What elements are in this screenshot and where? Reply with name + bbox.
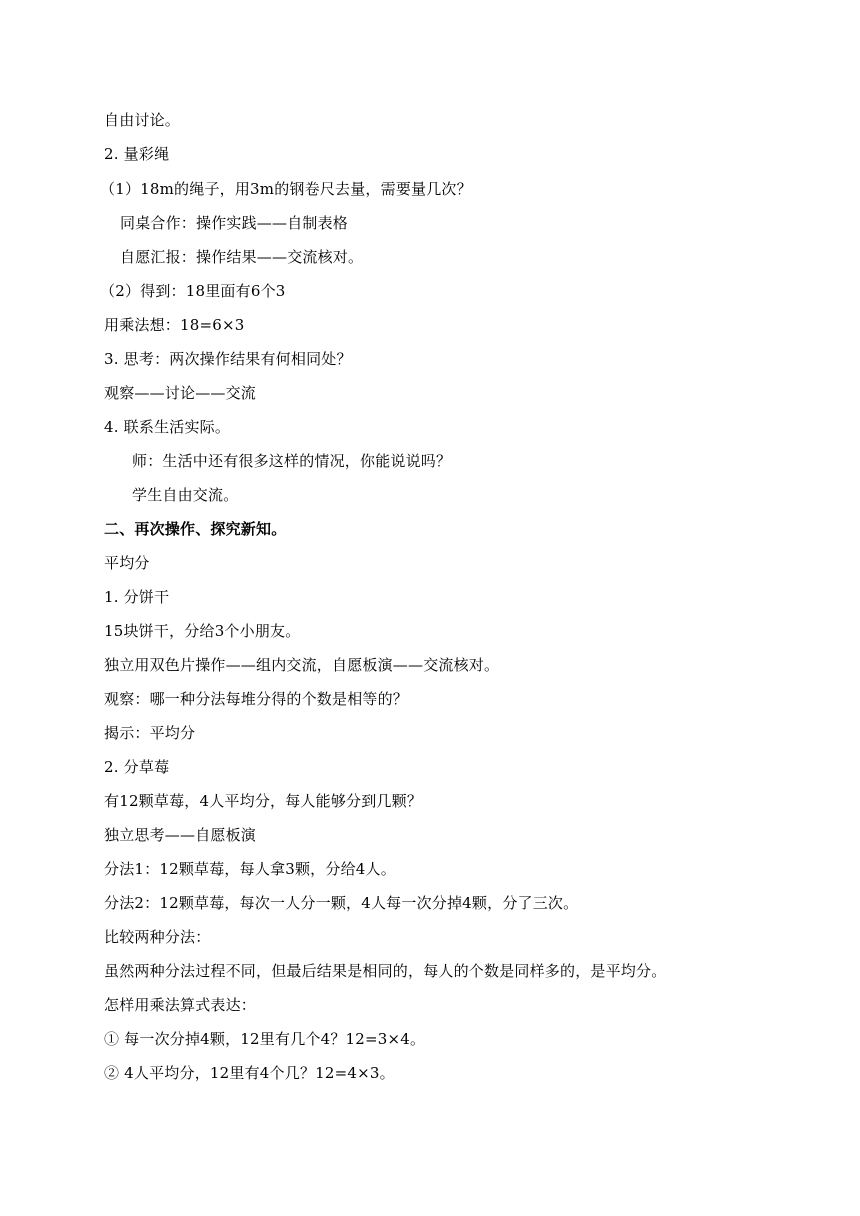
paragraph-observe: 观察——讨论——交流 [104, 384, 257, 402]
paragraph-conclusion: 虽然两种分法过程不同，但最后结果是相同的，每人的个数是同样多的，是平均分。 [104, 962, 667, 980]
section-heading-2: 二、再次操作、探究新知。 [104, 520, 287, 538]
paragraph-result: （2）得到：18里面有6个3 [100, 282, 286, 300]
paragraph-independent-think: 独立思考——自愿板演 [104, 826, 257, 844]
paragraph-student: 学生自由交流。 [132, 486, 239, 504]
paragraph-method-1: 分法1：12颗草莓，每人拿3颗，分给4人。 [104, 860, 396, 878]
paragraph-multiplication: 用乘法想：18=6×3 [104, 316, 245, 334]
paragraph-volunteer-report: 自愿汇报：操作结果——交流核对。 [120, 248, 364, 266]
paragraph-chips-activity: 独立用双色片操作——组内交流，自愿板演——交流核对。 [104, 656, 500, 674]
paragraph-compare: 比较两种分法： [104, 928, 211, 946]
paragraph-observe-equal: 观察：哪一种分法每堆分得的个数是相等的？ [104, 690, 409, 708]
paragraph-strawberries: 有12颗草莓，4人平均分，每人能够分到几颗？ [104, 792, 423, 810]
heading-think: 3. 思考：两次操作结果有何相同处？ [104, 350, 352, 368]
subheading-average: 平均分 [104, 554, 150, 572]
paragraph-desk-partner: 同桌合作：操作实践——自制表格 [120, 214, 349, 232]
paragraph-item-2: ② 4人平均分，12里有4个几？12=4×3。 [104, 1064, 395, 1082]
paragraph-item-1: ① 每一次分掉4颗，12里有几个4？12=3×4。 [104, 1030, 426, 1048]
heading-strawberries: 2. 分草莓 [104, 758, 170, 776]
heading-real-life: 4. 联系生活实际。 [104, 418, 231, 436]
paragraph-reveal: 揭示：平均分 [104, 724, 196, 742]
paragraph-method-2: 分法2：12颗草莓，每次一人分一颗，4人每一次分掉4颗，分了三次。 [104, 894, 579, 912]
heading-measure-rope: 2. 量彩绳 [104, 145, 170, 163]
paragraph-biscuits: 15块饼干，分给3个小朋友。 [104, 622, 301, 640]
heading-biscuits: 1. 分饼干 [104, 588, 170, 606]
paragraph-free-discussion: 自由讨论。 [104, 111, 181, 129]
paragraph-how-express: 怎样用乘法算式表达： [104, 996, 257, 1014]
paragraph-teacher: 师：生活中还有很多这样的情况，你能说说吗？ [132, 452, 452, 470]
paragraph-rope-question: （1）18m的绳子，用3m的钢卷尺去量，需要量几次？ [100, 180, 472, 198]
